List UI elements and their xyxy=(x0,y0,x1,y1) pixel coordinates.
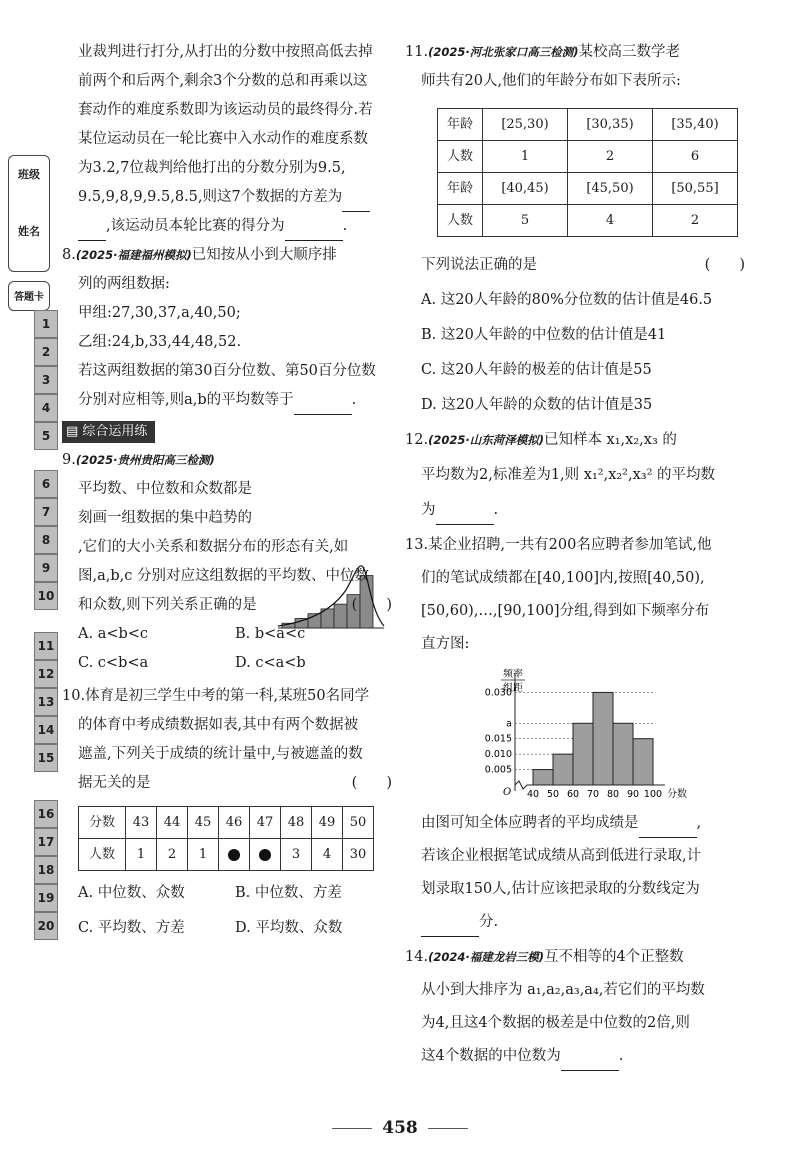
q9-text: ,它们的大小关系和数据分布的形态有关,如 xyxy=(78,539,349,555)
q8-number: 8. xyxy=(62,247,76,263)
q9-number: 9. xyxy=(62,452,76,468)
answer-card-number-2[interactable]: 2 xyxy=(34,338,58,366)
y-axis-label-top: 频率 xyxy=(503,669,523,680)
table-cell: [50,55] xyxy=(653,173,738,205)
answer-card-number-14[interactable]: 14 xyxy=(34,716,58,744)
histogram-bar xyxy=(593,692,613,785)
q9-source: (2025·贵州贵阳高三检测) xyxy=(75,453,215,467)
q11 xyxy=(405,38,755,67)
table-cell: 6 xyxy=(653,141,738,173)
covered-cell xyxy=(250,839,281,871)
table-cell: 30 xyxy=(343,839,374,871)
option-c[interactable]: C. c<b<a xyxy=(78,655,149,671)
q13-number: 13. xyxy=(405,537,429,553)
q8-text: 列的两组数据: xyxy=(78,276,170,292)
histogram-bar xyxy=(613,723,633,785)
q8-group-jia: 甲组:27,30,37,a,40,50; xyxy=(78,305,241,321)
q13-text: 分. xyxy=(405,908,755,937)
q13-text: 们的笔试成绩都在[40,100]内,按照[40,50), xyxy=(421,570,705,586)
option-b[interactable]: B. 中位数、方差 xyxy=(235,885,342,901)
q13-text: 划录取150人,估计应该把录取的分数线定为 xyxy=(421,881,700,897)
q12-text: 已知样本 x₁,x₂,x₃ 的 xyxy=(543,432,677,448)
table-cell: 1 xyxy=(188,839,219,871)
q12-text: 平均数为2,标准差为1,则 x₁²,x₂²,x₃² 的平均数 xyxy=(421,467,716,483)
x-tick-label: 60 xyxy=(566,789,580,800)
q14 xyxy=(405,943,755,972)
answer-blank[interactable] xyxy=(561,1050,619,1071)
q11-number: 11. xyxy=(405,44,429,60)
table-cell: 1 xyxy=(483,141,568,173)
q10-number: 10. xyxy=(62,688,86,704)
q7-line: 套动作的难度系数即为该运动员的最终得分.若 xyxy=(78,102,373,118)
answer-blank[interactable] xyxy=(294,394,352,415)
answer-paren[interactable]: ( ) xyxy=(351,775,392,791)
table-cell: 5 xyxy=(483,205,568,237)
table-cell: 43 xyxy=(126,807,157,839)
y-tick-label: a xyxy=(506,718,512,730)
q7-line: 前两个和后两个,剩余3个分数的总和再乘以这 xyxy=(78,73,368,89)
answer-card-number-5[interactable]: 5 xyxy=(34,422,58,450)
option-a[interactable]: A. 这20人年龄的80%分位数的估计值是46.5 xyxy=(421,292,713,308)
q9-options xyxy=(62,649,392,678)
answer-card-number-9[interactable]: 9 xyxy=(34,554,58,582)
option-b[interactable]: B. b<a<c xyxy=(235,626,306,642)
q9-text: 刻画一组数据的集中趋势的 xyxy=(78,510,252,526)
left-column xyxy=(62,38,392,943)
table-cell: 44 xyxy=(157,807,188,839)
q14-number: 14. xyxy=(405,949,429,965)
answer-card-number-12[interactable]: 12 xyxy=(34,660,58,688)
histogram-bar xyxy=(633,739,653,785)
histogram-bar xyxy=(573,723,593,785)
q8-group-yi: 乙组:24,b,33,44,48,52. xyxy=(78,334,242,350)
score-table xyxy=(78,806,374,871)
answer-blank[interactable] xyxy=(342,191,370,212)
option-c[interactable]: C. 平均数、方差 xyxy=(78,920,185,936)
x-tick-label: 40 xyxy=(526,789,540,800)
table-cell: 49 xyxy=(312,807,343,839)
answer-card-number-7[interactable]: 7 xyxy=(34,498,58,526)
q14-text: 互不相等的4个正整数 xyxy=(543,949,684,965)
q12 xyxy=(405,426,755,455)
table-cell: 47 xyxy=(250,807,281,839)
q14-text: 这4个数据的中位数为 . xyxy=(405,1042,755,1071)
answer-paren[interactable]: ( ) xyxy=(351,597,392,613)
y-tick-label: 0.015 xyxy=(484,733,512,745)
q10-options xyxy=(62,879,392,908)
answer-card-number-10[interactable]: 10 xyxy=(34,582,58,610)
table-cell: 46 xyxy=(219,807,250,839)
option-d[interactable]: D. 这20人年龄的众数的估计值是35 xyxy=(421,397,653,413)
y-axis-label-bottom: 组距 xyxy=(503,683,523,694)
histogram-bar xyxy=(533,770,553,785)
q8-source: (2025·福建福州模拟) xyxy=(75,248,192,262)
x-axis-label: 分数 xyxy=(667,789,687,800)
q7-line: 9.5,9,8,9,9.5,8.5,则这7个数据的方差为 xyxy=(62,183,392,212)
frequency-histogram xyxy=(475,663,695,803)
page-number: 458 xyxy=(0,1118,800,1138)
table-cell: [30,35) xyxy=(568,109,653,141)
table-cell: 2 xyxy=(568,141,653,173)
y-tick-label: 0.030 xyxy=(484,687,512,699)
answer-card-label-box xyxy=(8,281,50,311)
q8-text: 若这两组数据的第30百分位数、第50百分位数 xyxy=(78,363,376,379)
q10 xyxy=(62,682,392,711)
table-row xyxy=(438,141,738,173)
q10-text: 据无关的是 ( ) xyxy=(62,769,392,798)
q8 xyxy=(62,241,392,270)
table-header: 年龄 xyxy=(438,109,483,141)
answer-blank[interactable] xyxy=(285,220,343,241)
table-cell: 4 xyxy=(568,205,653,237)
q9-options xyxy=(62,620,392,649)
axis-break xyxy=(515,781,533,789)
table-row xyxy=(438,173,738,205)
q13-text: 若该企业根据笔试成绩从高到低进行录取,计 xyxy=(421,848,702,864)
q11-text: 师共有20人,他们的年龄分布如下表所示: xyxy=(421,73,681,89)
q14-source: (2024·福建龙岩三模) xyxy=(428,950,544,964)
table-cell: 48 xyxy=(281,807,312,839)
q11-text: 某校高三数学老 xyxy=(578,44,680,60)
answer-blank[interactable] xyxy=(436,504,494,525)
table-cell: 3 xyxy=(281,839,312,871)
answer-card-number-17[interactable]: 17 xyxy=(34,828,58,856)
q8-text: 分别对应相等,则a,b的平均数等于 . xyxy=(62,386,392,415)
q11-text: 下列说法正确的是 ( ) xyxy=(405,251,755,280)
answer-card-number-11[interactable]: 11 xyxy=(34,632,58,660)
covered-dot xyxy=(228,849,240,861)
covered-dot xyxy=(259,849,271,861)
q7-line: 为3.2,7位裁判给他打出的分数分别为9.5, xyxy=(78,160,346,176)
table-cell: 2 xyxy=(157,839,188,871)
answer-blank[interactable] xyxy=(421,916,479,937)
answer-card-number-15[interactable]: 15 xyxy=(34,744,58,772)
option-d[interactable]: D. c<a<b xyxy=(235,655,306,671)
q11-source: (2025·河北张家口高三检测) xyxy=(428,45,579,59)
answer-card-number-13[interactable]: 13 xyxy=(34,688,58,716)
table-header: 年龄 xyxy=(438,173,483,205)
age-table xyxy=(437,108,738,237)
table-cell: 1 xyxy=(126,839,157,871)
q9 xyxy=(62,446,392,475)
table-cell: 45 xyxy=(188,807,219,839)
list-icon: ▤ xyxy=(66,424,83,439)
answer-card-number-20[interactable]: 20 xyxy=(34,912,58,940)
table-cell: 2 xyxy=(653,205,738,237)
x-tick-label: 70 xyxy=(586,789,600,800)
q14-text: 从小到大排序为 a₁,a₂,a₃,a₄,若它们的平均数 xyxy=(421,982,705,998)
table-header: 人数 xyxy=(438,141,483,173)
q13-text: 直方图: xyxy=(421,636,470,652)
q7-line: 某位运动员在一轮比赛中入水动作的难度系数 xyxy=(78,131,368,147)
q10-text: 遮盖,下列关于成绩的统计量中,与被遮盖的数 xyxy=(78,746,363,762)
answer-card-number-16[interactable]: 16 xyxy=(34,800,58,828)
option-d[interactable]: D. 平均数、众数 xyxy=(235,920,343,936)
q9-text: 图,a,b,c 分别对应这组数据的平均数、中位数 xyxy=(78,568,369,584)
answer-paren[interactable]: ( ) xyxy=(704,257,745,273)
q8-text: 已知按从小到大顺序排 xyxy=(191,247,337,263)
answer-card-number-3[interactable]: 3 xyxy=(34,366,58,394)
q13 xyxy=(405,531,755,560)
table-cell: 50 xyxy=(343,807,374,839)
x-tick-label: 50 xyxy=(546,789,560,800)
section-heading xyxy=(62,415,392,446)
answer-blank[interactable] xyxy=(78,220,106,241)
table-row xyxy=(79,839,374,871)
name-field[interactable] xyxy=(8,205,50,272)
x-tick-label: 100 xyxy=(643,789,663,800)
q10-text: 体育是初三学生中考的第一科,某班50名同学 xyxy=(85,688,370,704)
table-header: 分数 xyxy=(79,807,126,839)
q12-source: (2025·山东菏泽模拟) xyxy=(428,433,544,447)
y-tick-label: 0.010 xyxy=(484,749,512,761)
answer-card-number-18[interactable]: 18 xyxy=(34,856,58,884)
q7-line: 业裁判进行打分,从打出的分数中按照高低去掉 xyxy=(78,44,373,60)
answer-card-number-1[interactable]: 1 xyxy=(34,310,58,338)
x-tick-label: 80 xyxy=(606,789,620,800)
answer-blank[interactable] xyxy=(639,817,697,838)
table-row xyxy=(438,205,738,237)
answer-card-number-19[interactable]: 19 xyxy=(34,884,58,912)
class-label: 班级 xyxy=(18,168,40,181)
table-cell: [25,30) xyxy=(483,109,568,141)
y-tick-label: 0.005 xyxy=(484,764,512,776)
q13-text: 由图可知全体应聘者的平均成绩是 , xyxy=(405,809,755,838)
answer-card-number-6[interactable]: 6 xyxy=(34,470,58,498)
answer-card-number-8[interactable]: 8 xyxy=(34,526,58,554)
q13-text: 某企业招聘,一共有200名应聘者参加笔试,他 xyxy=(428,537,712,553)
x-tick-label: 90 xyxy=(626,789,640,800)
option-a[interactable]: A. 中位数、众数 xyxy=(78,885,185,901)
q13-text: [50,60),…,[90,100]分组,得到如下频率分布 xyxy=(421,603,710,619)
option-c[interactable]: C. 这20人年龄的极差的估计值是55 xyxy=(421,362,652,378)
section-heading-text: 综合运用练 xyxy=(82,424,148,439)
table-header: 人数 xyxy=(438,205,483,237)
name-label: 姓名 xyxy=(18,225,40,238)
table-row xyxy=(438,109,738,141)
option-a[interactable]: A. a<b<c xyxy=(78,626,149,642)
q12-number: 12. xyxy=(405,432,429,448)
table-header: 人数 xyxy=(79,839,126,871)
histogram-bar xyxy=(553,754,573,785)
table-cell: 4 xyxy=(312,839,343,871)
q10-options xyxy=(62,914,392,943)
covered-cell xyxy=(219,839,250,871)
q10-text: 的体育中考成绩数据如表,其中有两个数据被 xyxy=(78,717,359,733)
q12-text: 为 . xyxy=(405,496,755,525)
q9-text: 和众数,则下列关系正确的是 ( ) xyxy=(62,591,392,620)
q7-line: ,该运动员本轮比赛的得分为 . xyxy=(62,212,392,241)
q14-text: 为4,且这4个数据的极差是中位数的2倍,则 xyxy=(421,1015,690,1031)
origin-label: O xyxy=(503,787,512,798)
table-cell: [40,45) xyxy=(483,173,568,205)
option-b[interactable]: B. 这20人年龄的中位数的估计值是41 xyxy=(421,327,667,343)
table-row xyxy=(79,807,374,839)
q9-text: 平均数、中位数和众数都是 xyxy=(78,481,252,497)
right-column xyxy=(405,38,755,1071)
table-cell: [45,50) xyxy=(568,173,653,205)
answer-card-number-4[interactable]: 4 xyxy=(34,394,58,422)
table-cell: [35,40) xyxy=(653,109,738,141)
answer-card-label: 答题卡 xyxy=(14,292,44,303)
